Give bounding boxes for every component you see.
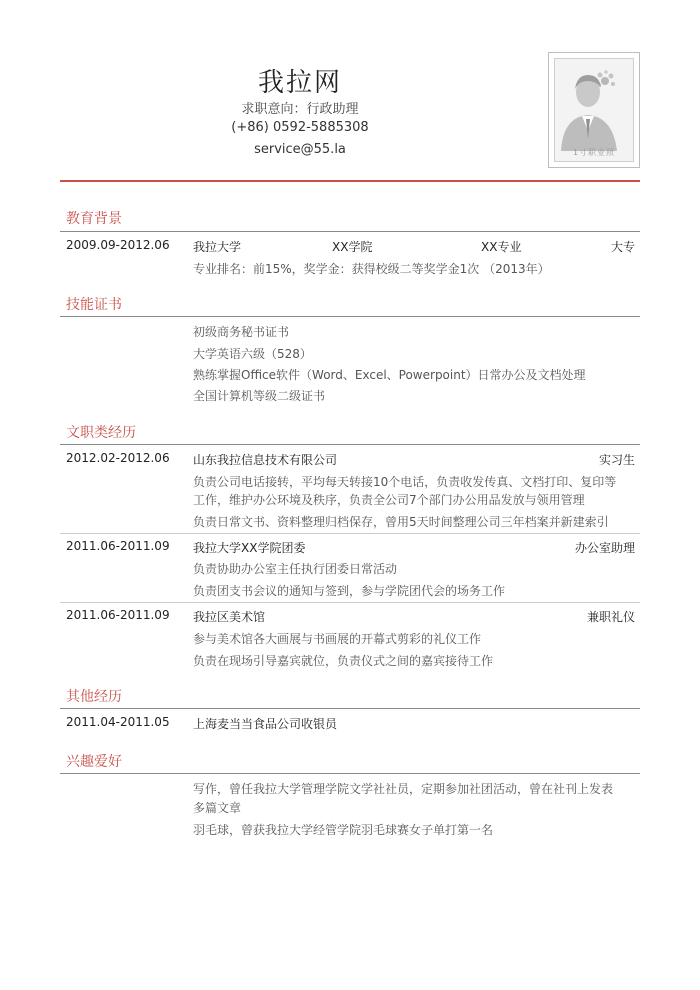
section-rule-skills [60, 316, 640, 317]
job-intent: 求职意向：行政助理 [241, 102, 359, 117]
work-line: 工作，维护办公环境及秩序，负责全公司7个部门办公用品发放与领用管理 [193, 493, 585, 507]
photo-placeholder [554, 58, 634, 162]
phone-number: (+86) 0592-5885308 [231, 120, 369, 135]
photo-caption: 1寸职业照 [572, 148, 616, 157]
work-line: 负责协助办公室主任执行团委日常活动 [193, 562, 398, 576]
education-degree: 大专 [610, 240, 635, 254]
skill-item: 初级商务秘书证书 [193, 325, 290, 339]
hobby-line: 写作，曾任我拉大学管理学院文学社社员，定期参加社团活动，曾在社刊上发表 [193, 782, 614, 796]
candidate-name: 我拉网 [257, 68, 342, 98]
section-title-hobbies: 兴趣爱好 [66, 754, 122, 770]
work-role: 实习生 [598, 453, 635, 467]
education-college: XX学院 [332, 240, 373, 254]
other-text: 上海麦当当食品公司收银员 [193, 717, 338, 731]
education-detail: 专业排名：前15%，奖学金：获得校级二等奖学金1次 （2013年） [193, 262, 550, 276]
section-rule-hobbies [60, 773, 640, 774]
work-role: 办公室助理 [574, 541, 635, 555]
section-title-education: 教育背景 [66, 211, 122, 227]
work-line: 负责公司电话接转，平均每天转接10个电话，负责收发传真、文档打印、复印等 [193, 475, 617, 489]
skill-item: 大学英语六级（528） [193, 347, 312, 361]
section-rule-other [60, 708, 640, 709]
photo-frame [548, 52, 640, 168]
skill-item: 熟练掌握Office软件（Word、Excel、Powerpoint）日常办公及文档处理 [193, 368, 586, 382]
avatar-placeholder-icon [555, 59, 633, 161]
work-date: 2011.06-2011.09 [66, 539, 170, 553]
header-divider [60, 180, 640, 182]
section-title-other: 其他经历 [66, 689, 122, 705]
hobby-line: 多篇文章 [193, 801, 242, 815]
work-role: 兼职礼仪 [586, 610, 635, 624]
work-line: 负责在现场引导嘉宾就位，负责仪式之间的嘉宾接待工作 [193, 654, 494, 668]
work-line: 负责日常文书、资料整理归档保存，曾用5天时间整理公司三年档案并新建索引 [193, 515, 609, 529]
skill-item: 全国计算机等级二级证书 [193, 389, 326, 403]
work-line: 负责团支书会议的通知与签到，参与学院团代会的场务工作 [193, 584, 506, 598]
work-org: 我拉区美术馆 [193, 610, 266, 624]
work-date: 2011.06-2011.09 [66, 608, 170, 622]
education-school: 我拉大学 [193, 240, 242, 254]
email-address: service@55.la [254, 142, 346, 157]
hobby-line: 羽毛球，曾获我拉大学经管学院羽毛球赛女子单打第一名 [193, 823, 494, 837]
entry-divider [60, 602, 640, 603]
entry-divider [60, 533, 640, 534]
other-date: 2011.04-2011.05 [66, 715, 170, 729]
section-rule-work [60, 444, 640, 445]
education-major: XX专业 [481, 240, 522, 254]
work-org: 山东我拉信息技术有限公司 [193, 453, 338, 467]
section-title-work: 文职类经历 [66, 425, 136, 441]
work-org: 我拉大学XX学院团委 [193, 541, 306, 555]
education-date: 2009.09-2012.06 [66, 238, 170, 252]
section-rule-education [60, 231, 640, 232]
work-line: 参与美术馆各大画展与书画展的开幕式剪彩的礼仪工作 [193, 632, 482, 646]
work-date: 2012.02-2012.06 [66, 451, 170, 465]
section-title-skills: 技能证书 [66, 297, 122, 313]
